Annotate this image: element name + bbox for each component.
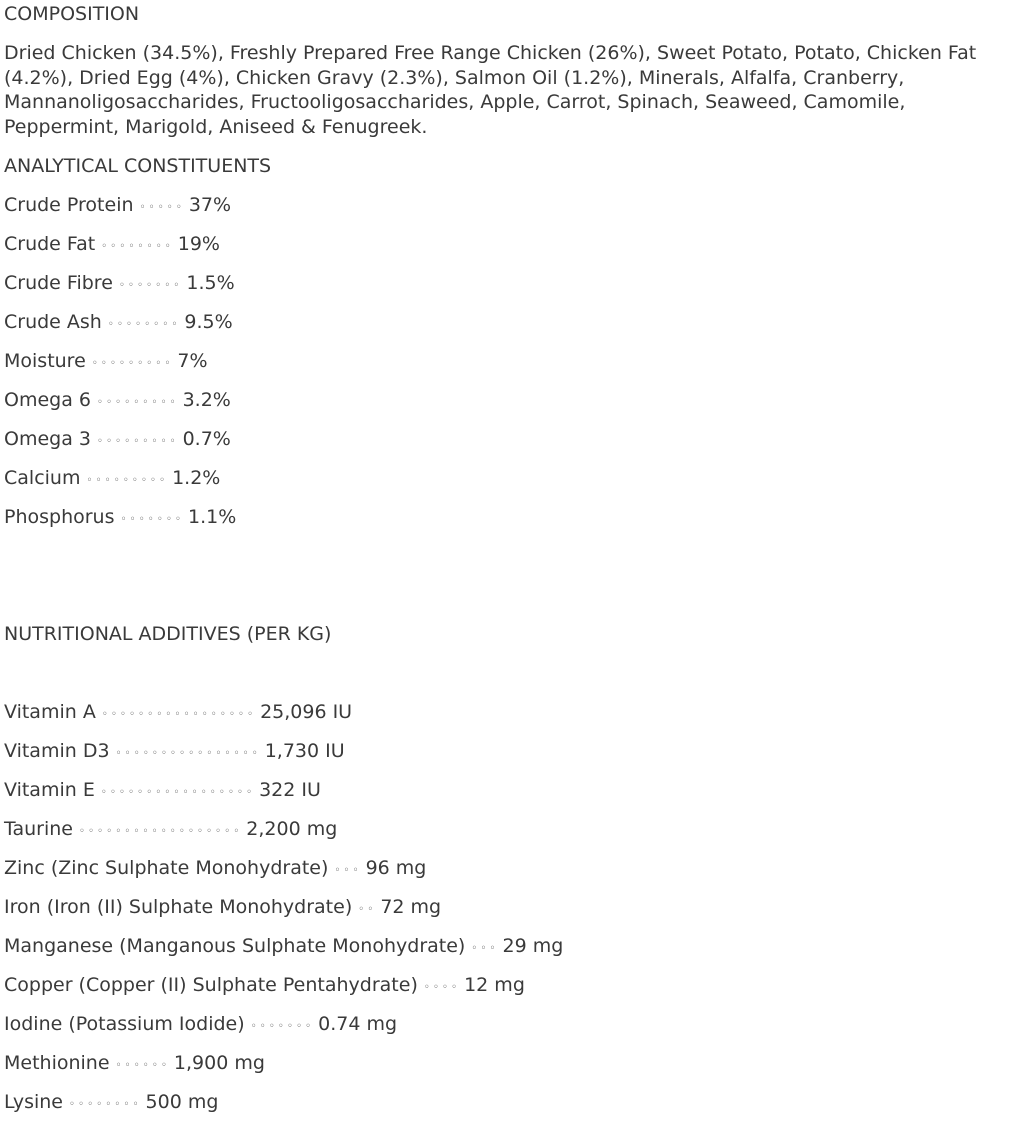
row-value: 0.7%	[182, 428, 231, 450]
row-value: 7%	[177, 350, 208, 372]
analytical-row-calcium	[4, 465, 220, 491]
additive-row-vitamin-a	[4, 699, 352, 725]
row-label: Vitamin A	[4, 701, 96, 723]
additive-row-methionine	[4, 1050, 265, 1076]
dot-leader: ◦ ◦ ◦ ◦	[423, 982, 458, 993]
analytical-row-crude-fat	[4, 231, 220, 257]
row-value: 322 IU	[259, 779, 321, 801]
row-value: 0.74 mg	[318, 1013, 398, 1035]
dot-leader: ◦ ◦ ◦ ◦ ◦ ◦ ◦ ◦	[69, 1099, 139, 1110]
analytical-row-moisture	[4, 348, 208, 374]
row-label: Taurine	[4, 818, 73, 840]
row-value: 72 mg	[380, 896, 442, 918]
analytical-row-omega-3	[4, 426, 231, 452]
analytical-constituents-heading: ANALYTICAL CONSTITUENTS	[4, 155, 272, 177]
dot-leader: ◦ ◦ ◦ ◦ ◦ ◦ ◦ ◦ ◦ ◦ ◦ ◦ ◦ ◦ ◦ ◦	[115, 748, 258, 759]
row-label: Phosphorus	[4, 506, 115, 528]
row-value: 12 mg	[464, 974, 525, 996]
dot-leader: ◦ ◦ ◦ ◦ ◦ ◦ ◦ ◦ ◦	[97, 397, 176, 408]
analytical-row-omega-6	[4, 387, 231, 413]
analytical-row-crude-fibre	[4, 270, 235, 296]
dot-leader: ◦ ◦ ◦ ◦ ◦ ◦ ◦ ◦ ◦	[97, 436, 176, 447]
composition-heading: COMPOSITION	[4, 3, 140, 25]
additive-row-vitamin-d3	[4, 738, 345, 764]
row-value: 1,730 IU	[264, 740, 345, 762]
row-label: Vitamin D3	[4, 740, 110, 762]
dot-leader: ◦ ◦ ◦ ◦ ◦ ◦ ◦	[118, 280, 180, 291]
row-label: Lysine	[4, 1091, 63, 1113]
row-label: Calcium	[4, 467, 81, 489]
dot-leader: ◦ ◦ ◦ ◦ ◦ ◦	[115, 1060, 167, 1071]
composition-text: Dried Chicken (34.5%), Freshly Prepared Free Range Chicken (26%), Sweet Potato, Potato, Chicken Fat (4.2%), Dried Egg (4%), Chicken Gravy (2.3%), Salmon Oil (1.2%), Minerals, Alfalfa, Cranberry, Mannanoligosaccharides, Fructooligosaccharides, Apple, Carrot, Spinach, Seaweed, Camomile, Peppermint, Marigold, Aniseed & Fenugreek.	[4, 42, 977, 138]
row-value: 29 mg	[502, 935, 564, 957]
dot-leader: ◦ ◦ ◦	[334, 865, 359, 876]
row-value: 19%	[177, 233, 220, 255]
row-label: Methionine	[4, 1052, 110, 1074]
additive-row-vitamin-e	[4, 777, 321, 803]
analytical-row-crude-protein	[4, 192, 231, 218]
row-label: Vitamin E	[4, 779, 95, 801]
dot-leader: ◦ ◦ ◦ ◦ ◦ ◦ ◦ ◦ ◦	[91, 358, 171, 369]
additive-row-manganese	[4, 933, 563, 959]
dot-leader: ◦ ◦ ◦	[471, 943, 496, 954]
row-label: Crude Ash	[4, 311, 102, 333]
dot-leader: ◦ ◦ ◦ ◦ ◦ ◦ ◦ ◦ ◦	[86, 475, 166, 486]
dot-leader: ◦ ◦ ◦ ◦ ◦ ◦ ◦ ◦ ◦ ◦ ◦ ◦ ◦ ◦ ◦ ◦ ◦ ◦	[79, 826, 240, 837]
row-value: 9.5%	[184, 311, 233, 333]
row-value: 37%	[188, 194, 232, 216]
row-value: 96 mg	[365, 857, 427, 879]
analytical-row-phosphorus	[4, 504, 236, 530]
nutritional-additives-heading: NUTRITIONAL ADDITIVES (PER KG)	[4, 623, 332, 645]
additive-row-lysine	[4, 1089, 218, 1115]
row-value: 1,900 mg	[173, 1052, 265, 1074]
additive-row-copper	[4, 972, 525, 998]
row-value: 500 mg	[145, 1091, 219, 1113]
row-value: 1.5%	[186, 272, 235, 294]
dot-leader: ◦ ◦	[358, 904, 374, 915]
row-value: 1.1%	[187, 506, 237, 528]
row-label: Crude Fibre	[4, 272, 113, 294]
row-label: Crude Fat	[4, 233, 96, 255]
analytical-row-crude-ash	[4, 309, 233, 335]
dot-leader: ◦ ◦ ◦ ◦ ◦	[139, 202, 182, 213]
row-label: Moisture	[4, 350, 86, 372]
row-label: Zinc (Zinc Sulphate Monohydrate)	[4, 857, 329, 879]
dot-leader: ◦ ◦ ◦ ◦ ◦ ◦ ◦ ◦	[101, 241, 171, 252]
row-label: Iron (Iron (II) Sulphate Monohydrate)	[4, 896, 353, 918]
row-label: Omega 6	[4, 389, 91, 411]
dot-leader: ◦ ◦ ◦ ◦ ◦ ◦ ◦ ◦	[107, 319, 178, 330]
additive-row-iodine	[4, 1011, 397, 1037]
row-value: 1.2%	[172, 467, 221, 489]
dot-leader: ◦ ◦ ◦ ◦ ◦ ◦ ◦	[250, 1021, 312, 1032]
dot-leader: ◦ ◦ ◦ ◦ ◦ ◦ ◦ ◦ ◦ ◦ ◦ ◦ ◦ ◦ ◦ ◦ ◦	[100, 787, 253, 798]
row-value: 3.2%	[182, 389, 231, 411]
additive-row-iron	[4, 894, 441, 920]
row-label: Copper (Copper (II) Sulphate Pentahydrate)	[4, 974, 418, 996]
row-value: 2,200 mg	[246, 818, 338, 840]
row-label: Omega 3	[4, 428, 91, 450]
row-value: 25,096 IU	[260, 701, 353, 723]
additive-row-taurine	[4, 816, 337, 842]
dot-leader: ◦ ◦ ◦ ◦ ◦ ◦ ◦ ◦ ◦ ◦ ◦ ◦ ◦ ◦ ◦ ◦ ◦	[101, 709, 254, 720]
row-label: Iodine (Potassium Iodide)	[4, 1013, 245, 1035]
row-label: Manganese (Manganous Sulphate Monohydrate)	[4, 935, 466, 957]
row-label: Crude Protein	[4, 194, 134, 216]
dot-leader: ◦ ◦ ◦ ◦ ◦ ◦ ◦	[120, 514, 181, 525]
additive-row-zinc	[4, 855, 426, 881]
